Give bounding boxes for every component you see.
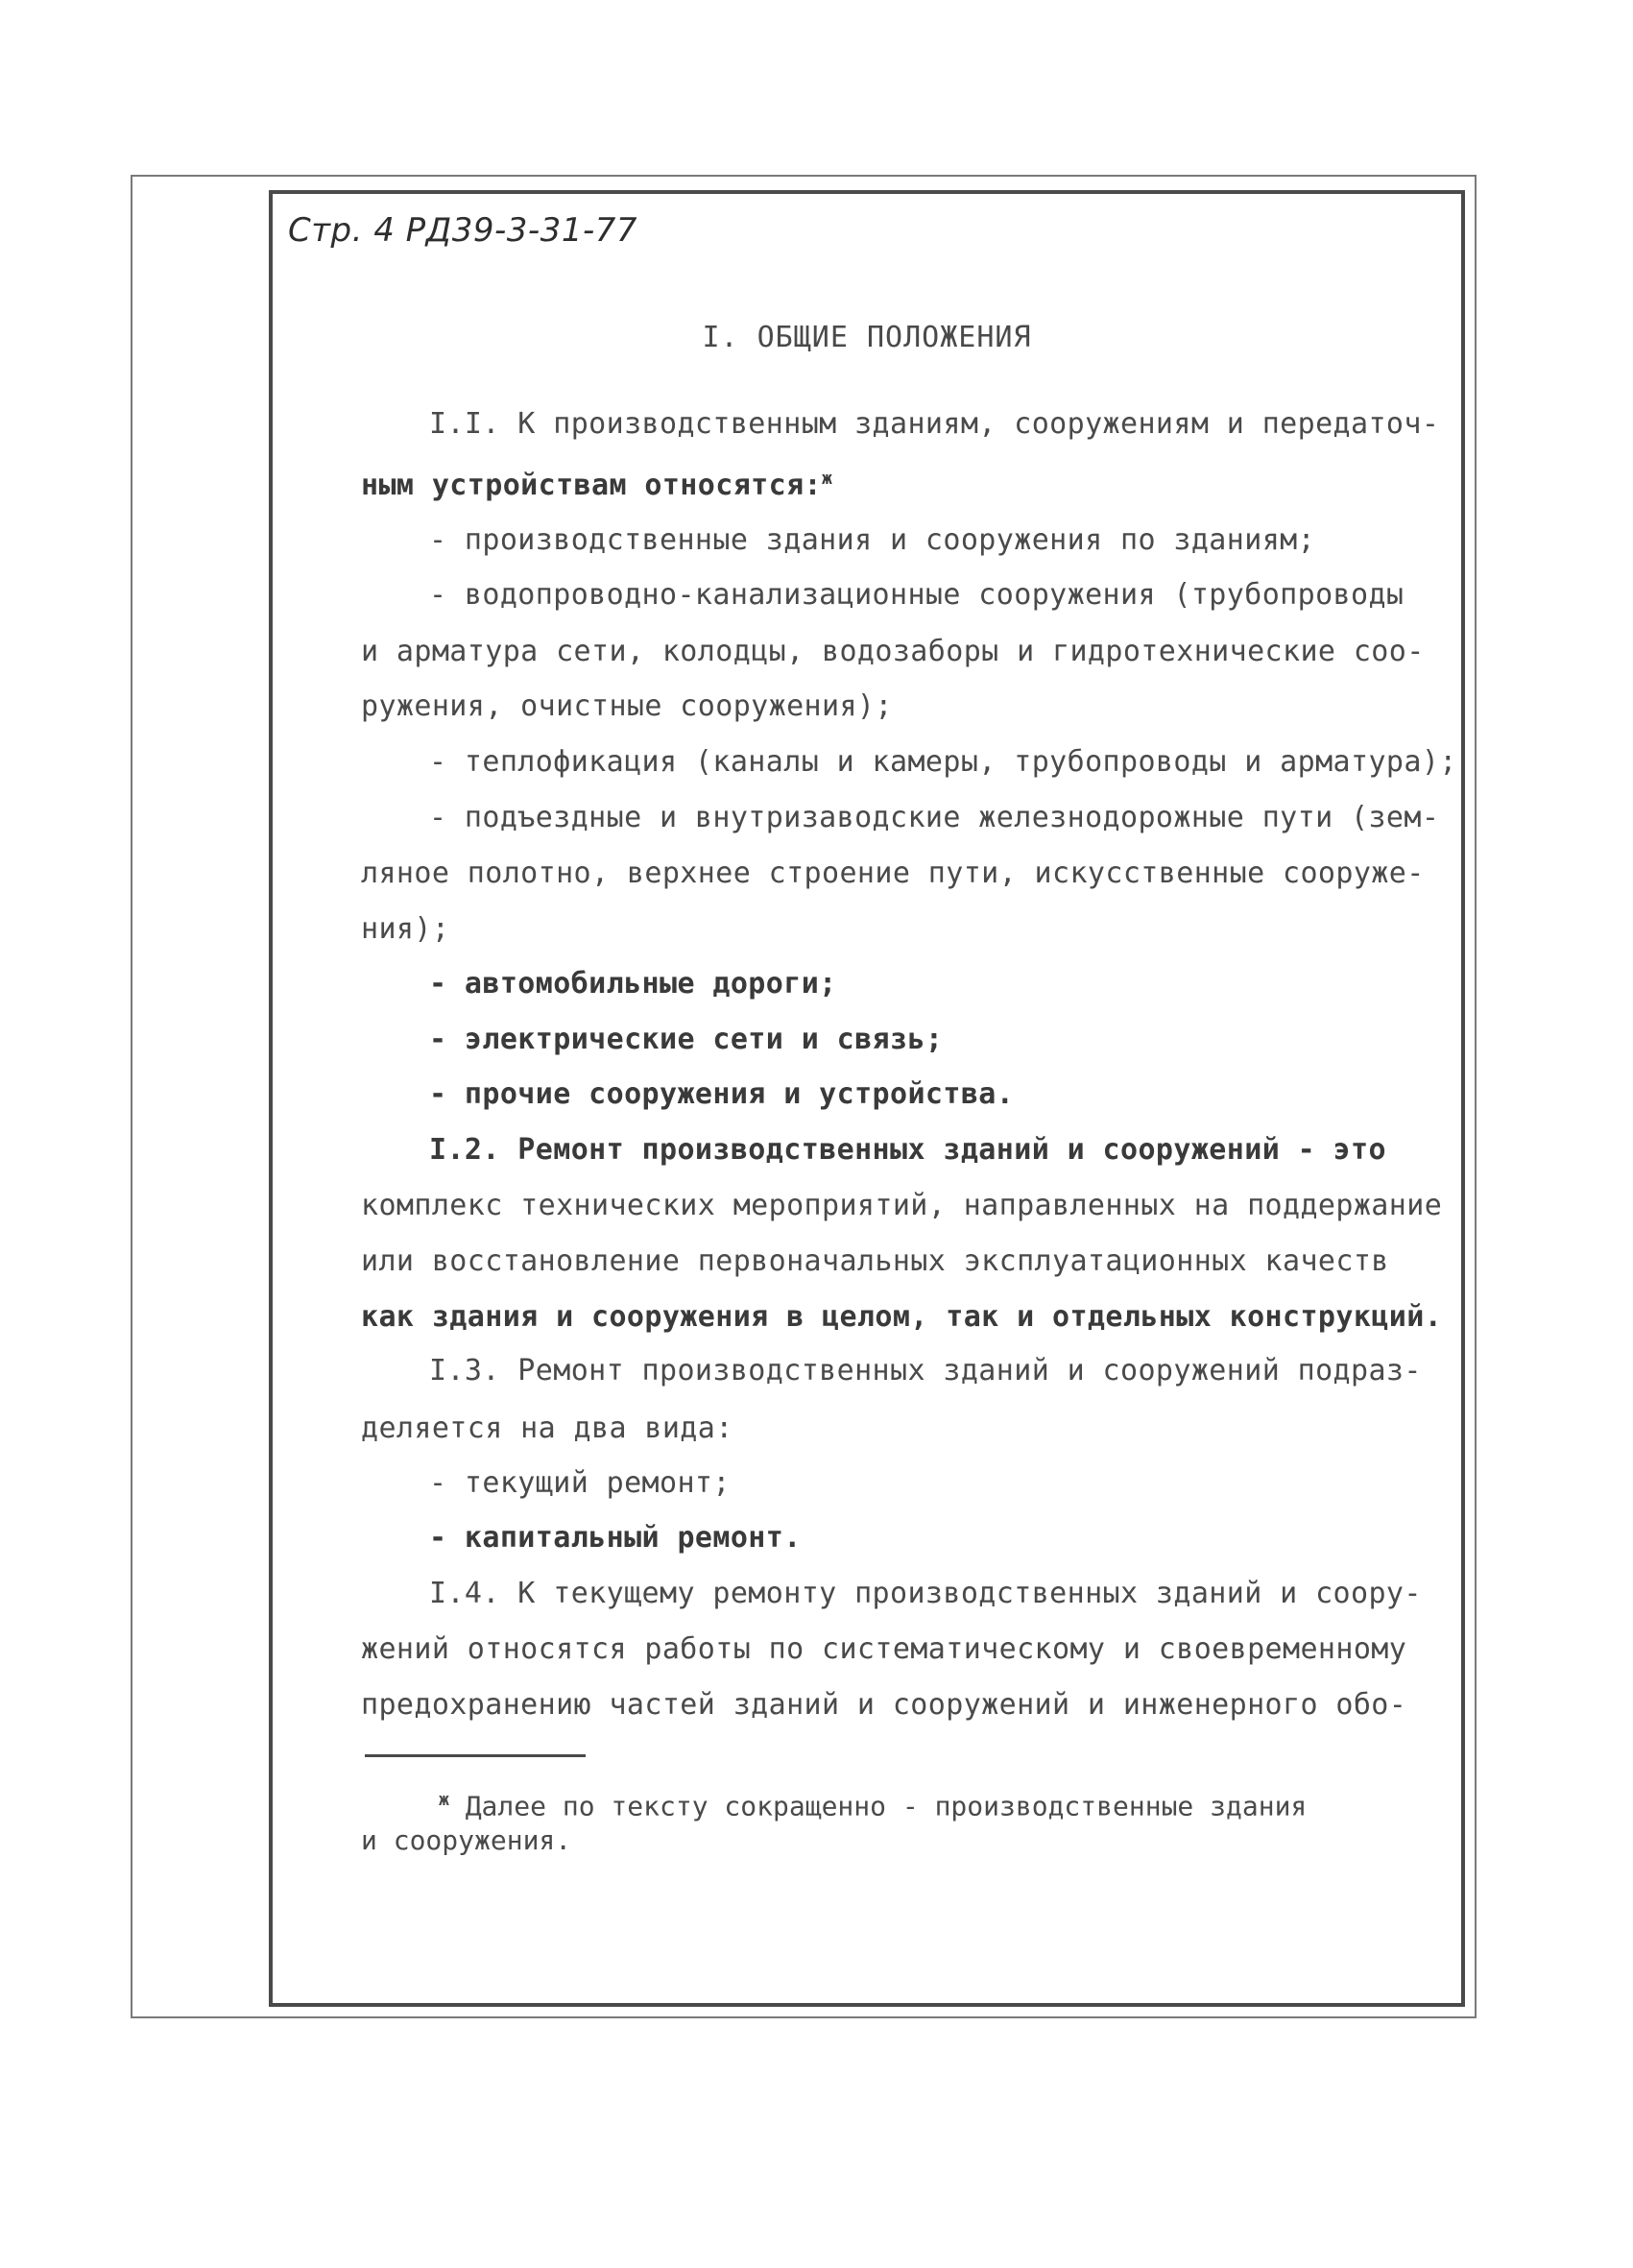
list-item-water-supply-line-2: и арматура сети, колодцы, водозаборы и гидротехнические соо-	[361, 635, 1425, 668]
paragraph-1-4-line-3: предохранению частей зданий и сооружений и инженерного обо-	[361, 1688, 1407, 1722]
footnote-marker: ж	[439, 1790, 449, 1810]
list-item-electric-networks: - электрические сети и связь;	[429, 1023, 944, 1056]
paragraph-1-2-line-3: или восстановление первоначальных эксплуатационных качеств	[361, 1244, 1389, 1278]
paragraph-1-4-line-2: жений относятся работы по систематическому и своевременному	[361, 1632, 1407, 1666]
paragraph-1-1-line-2: ным устройствам относятся:$^ж$	[361, 469, 833, 502]
list-item-railways-line-1: - подъездные и внутризаводские железнодорожные пути (зем-	[429, 801, 1440, 834]
list-item-other-structures: - прочие сооружения и устройства.	[429, 1077, 1015, 1111]
list-item-water-supply-line-3: ружения, очистные сооружения);	[361, 689, 893, 723]
paragraph-1-4-line-1: I.4. К текущему ремонту производственных зданий и соору-	[429, 1577, 1422, 1610]
list-item-roads: - автомобильные дороги;	[429, 967, 837, 1001]
footnote-reference: ж	[822, 469, 833, 489]
list-item-water-supply-line-1: - водопроводно-канализационные сооружения (трубопроводы	[429, 578, 1405, 612]
page-header-code: Стр. 4 РД39-3-31-77	[288, 211, 637, 250]
paragraph-1-3-line-2: деляется на два вида:	[361, 1411, 733, 1445]
paragraph-1-3-line-1: I.3. Ремонт производственных зданий и сооружений подраз-	[429, 1354, 1422, 1387]
list-item-heating: - теплофикация (каналы и камеры, трубопроводы и арматура);	[429, 745, 1457, 779]
list-item-capital-repair: - капитальный ремонт.	[429, 1521, 802, 1555]
footnote-line-2: и сооружения.	[361, 1824, 572, 1856]
list-item-railways-line-3: ния);	[361, 912, 450, 946]
paragraph-1-2-line-1: I.2. Ремонт производственных зданий и сооружений - это	[429, 1133, 1386, 1167]
list-item-railways-line-2: ляное полотно, верхнее строение пути, искусственные сооруже-	[361, 857, 1425, 890]
list-item-production-buildings: - производственные здания и сооружения по зданиям;	[429, 523, 1316, 557]
footnote-line-1: $^ж$ Далее по тексту сокращенно - производственные здания	[439, 1790, 1308, 1822]
list-item-current-repair: - текущий ремонт;	[429, 1466, 731, 1500]
paragraph-1-1-line-1: I.I. К производственным зданиям, сооружениям и передаточ-	[429, 407, 1440, 441]
paragraph-1-2-line-2: комплекс технических мероприятий, направленных на поддержание	[361, 1189, 1443, 1222]
footnote-divider	[365, 1754, 586, 1757]
paragraph-1-2-line-4: как здания и сооружения в целом, так и отдельных конструкций.	[361, 1300, 1443, 1334]
section-title: I. ОБЩИЕ ПОЛОЖЕНИЯ	[702, 321, 1032, 354]
